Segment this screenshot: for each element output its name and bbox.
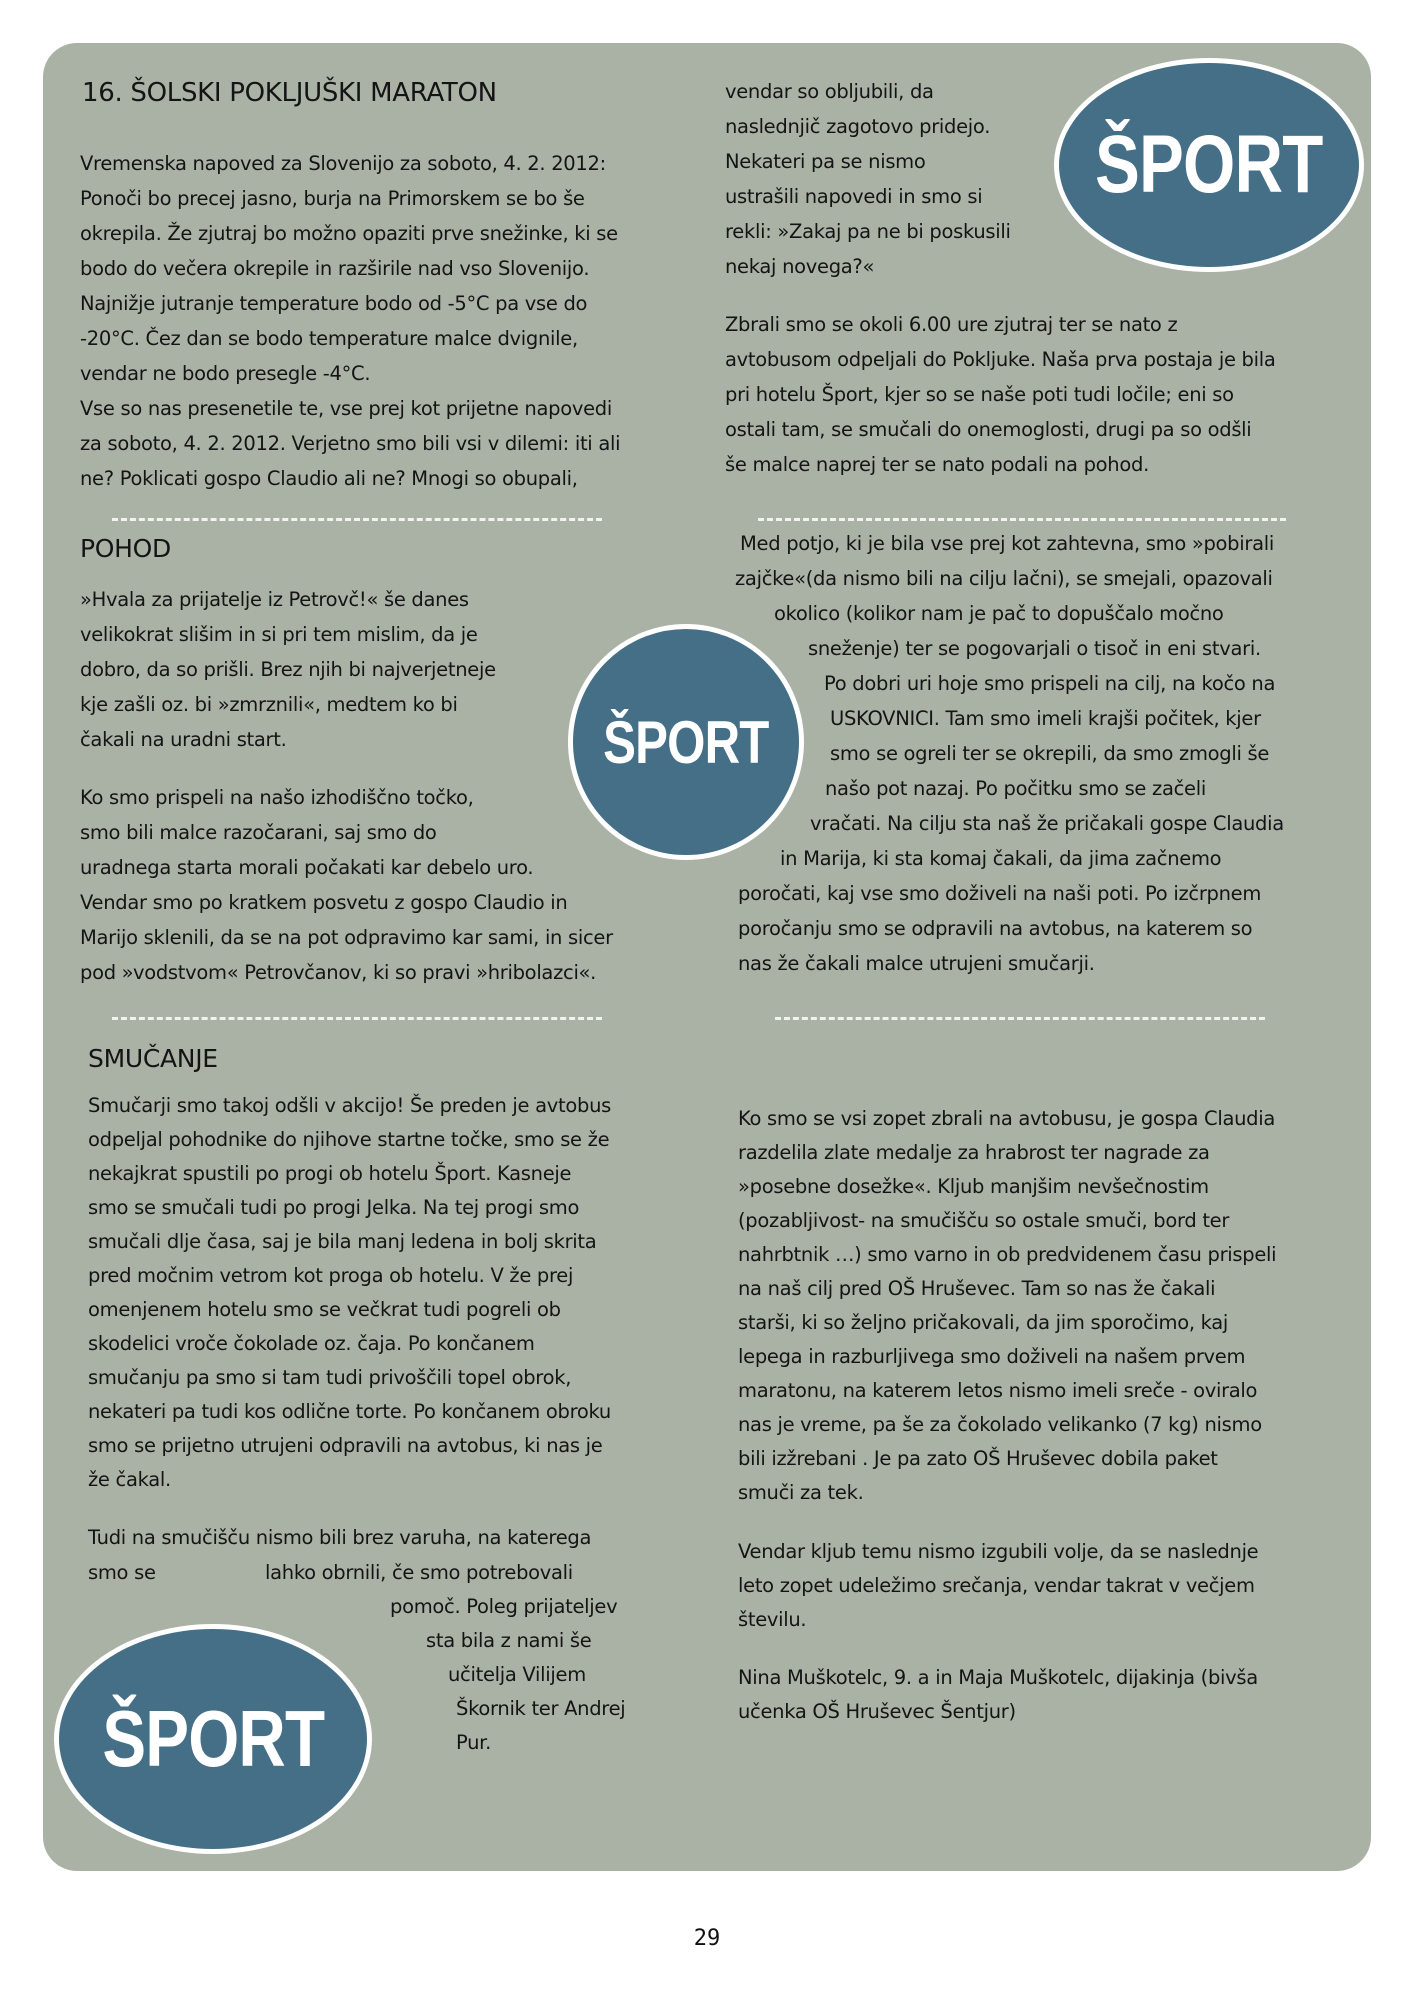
text-line: Zbrali smo se okoli 6.00 ure zjutraj ter se nato z [725, 313, 1178, 336]
dashed-divider [112, 1017, 602, 1020]
text-line: dobro, da so prišli. Brez njih bi najverjetneje [80, 658, 496, 681]
text-line: Nekateri pa se nismo [725, 150, 926, 173]
text-line: velikokrat slišim in si pri tem mislim, da je [80, 623, 478, 646]
text-line: Med potjo, ki je bila vse prej kot zahtevna, smo »pobirali [740, 532, 1274, 555]
text-line: rekli: »Zakaj pa ne bi poskusili [725, 220, 1011, 243]
text-line: Vremenska napoved za Slovenijo za soboto, 4. 2. 2012: [80, 152, 606, 175]
text-line: odpeljal pohodnike do njihove startne točke, smo se že [88, 1128, 610, 1151]
text-line: omenjenem hotelu smo se večkrat tudi pogreli ob [88, 1298, 561, 1321]
text-line: Nina Muškotelc, 9. a in Maja Muškotelc, dijakinja (bivša [738, 1666, 1258, 1689]
text-line: ustrašili napovedi in smo si [725, 185, 983, 208]
badge-label: ŠPORT [603, 708, 769, 776]
text-line: ne? Poklicati gospo Claudio ali ne? Mnogi so obupali, [80, 467, 578, 490]
text-line: Po dobri uri hoje smo prispeli na cilj, na kočo na [824, 672, 1276, 695]
text-line: maratonu, na katerem letos nismo imeli sreče - oviralo [738, 1379, 1258, 1402]
text-line: bili izžrebani . Je pa zato OŠ Hruševec dobila paket [738, 1447, 1218, 1470]
text-line: bodo do večera okrepile in razširile nad vso Slovenijo. [80, 257, 590, 280]
text-line: nas je vreme, pa še za čokolado velikanko (7 kg) nismo [738, 1413, 1262, 1436]
text-line: smo se smučali tudi po progi Jelka. Na tej progi smo [88, 1196, 580, 1219]
text-line: smuči za tek. [738, 1481, 864, 1504]
text-line: Škornik ter Andrej [456, 1697, 626, 1720]
text-line: okrepila. Že zjutraj bo možno opaziti prve snežinke, ki se [80, 222, 618, 245]
text-line: Ponoči bo precej jasno, burja na Primorskem se bo še [80, 187, 585, 210]
sport-badge-bottom-left [54, 1624, 372, 1854]
text-line: že čakal. [88, 1468, 171, 1491]
badge-label: ŠPORT [102, 1694, 324, 1783]
text-line: in Marija, ki sta komaj čakali, da jima začnemo [780, 847, 1222, 870]
text-line: poročanju smo se odpravili na avtobus, na katerem so [738, 917, 1253, 940]
text-line: Ko smo prispeli na našo izhodiščno točko, [80, 786, 474, 809]
text-line: nahrbtnik …) smo varno in ob predvidenem času prispeli [738, 1243, 1277, 1266]
text-line: sta bila z nami še [426, 1629, 592, 1652]
text-line: starši, ki so željno pričakovali, da jim sporočimo, kaj [738, 1311, 1229, 1334]
text-line: za soboto, 4. 2. 2012. Verjetno smo bili vsi v dilemi: iti ali [80, 432, 621, 455]
text-line: skodelici vroče čokolade oz. čaja. Po končanem [88, 1332, 535, 1355]
text-line: vendar ne bodo presegle -4°C. [80, 362, 371, 385]
dashed-divider [775, 1017, 1265, 1020]
text-line: (pozabljivost- na smučišču so ostale smuči, bord ter [738, 1209, 1230, 1232]
text-line: -20°C. Čez dan se bodo temperature malce dvignile, [80, 327, 578, 350]
text-line: Tudi na smučišču nismo bili brez varuha, na katerega [88, 1526, 592, 1549]
text-line: smo se prijetno utrujeni odpravili na avtobus, ki nas je [88, 1434, 603, 1457]
text-line: še malce naprej ter se nato podali na pohod. [725, 453, 1149, 476]
text-line: nekateri pa tudi kos odlične torte. Po končanem obroku [88, 1400, 611, 1423]
text-line: smučali dlje časa, saj je bila manj ledena in bolj skrita [88, 1230, 597, 1253]
text-line: »Hvala za prijatelje iz Petrovč!« še danes [80, 588, 469, 611]
article-title: 16. ŠOLSKI POKLJUŠKI MARATON [82, 78, 497, 108]
text-line: Ko smo se vsi zopet zbrali na avtobusu, je gospa Claudia [738, 1107, 1276, 1130]
text-line: smo bili malce razočarani, saj smo do [80, 821, 437, 844]
text-line: učitelja Vilijem [448, 1663, 586, 1686]
text-line: učenka OŠ Hruševec Šentjur) [738, 1700, 1016, 1723]
text-line: pri hotelu Šport, kjer so se naše poti tudi ločile; eni so [725, 383, 1234, 406]
text-line: smo se ogreli ter se okrepili, da smo zmogli še [830, 742, 1270, 765]
text-line: našo pot nazaj. Po počitku smo se začeli [825, 777, 1206, 800]
text-line: smučanju pa smo si tam tudi privoščili topel obrok, [88, 1366, 572, 1389]
text-line: lahko obrnili, če smo potrebovali [265, 1561, 573, 1584]
section-heading-smucanje: SMUČANJE [88, 1044, 218, 1073]
text-line: zajčke«(da nismo bili na cilju lačni), se smejali, opazovali [735, 567, 1273, 590]
text-line: nekaj novega?« [725, 255, 875, 278]
text-line: pod »vodstvom« Petrovčanov, ki so pravi »hribolazci«. [80, 961, 597, 984]
sport-badge-top-right [1054, 58, 1364, 272]
text-line: čakali na uradni start. [80, 728, 287, 751]
text-line: avtobusom odpeljali do Pokljuke. Naša prva postaja je bila [725, 348, 1276, 371]
text-line: lepega in razburljivega smo doživeli na našem prvem [738, 1345, 1246, 1368]
text-line: Vendar kljub temu nismo izgubili volje, da se naslednje [738, 1540, 1259, 1563]
dashed-divider [112, 518, 602, 521]
text-line: razdelila zlate medalje za hrabrost ter nagrade za [738, 1141, 1210, 1164]
text-line: poročati, kaj vse smo doživeli na naši poti. Po izčrpnem [738, 882, 1262, 905]
dashed-divider [758, 518, 1286, 521]
text-line: leto zopet udeležimo srečanja, vendar takrat v večjem [738, 1574, 1255, 1597]
text-line: nekajkrat spustili po progi ob hotelu Šport. Kasneje [88, 1162, 572, 1185]
text-line: ostali tam, se smučali do onemoglosti, drugi pa so odšli [725, 418, 1252, 441]
text-line: pomoč. Poleg prijateljev [390, 1595, 618, 1618]
text-line: uradnega starta morali počakati kar debelo uro. [80, 856, 534, 879]
text-line: okolico (kolikor nam je pač to dopuščalo močno [774, 602, 1224, 625]
text-line: kje zašli oz. bi »zmrznili«, medtem ko bi [80, 693, 458, 716]
text-line: Najnižje jutranje temperature bodo od -5°C pa vse do [80, 292, 588, 315]
text-line: »posebne dosežke«. Kljub manjšim nevšečnostim [738, 1175, 1209, 1198]
text-line: Marijo sklenili, da se na pot odpravimo kar sami, in sicer [80, 926, 613, 949]
sport-badge-middle [568, 624, 804, 860]
badge-label: ŠPORT [1095, 119, 1323, 210]
text-line: sneženje) ter se pogovarjali o tisoč in eni stvari. [808, 637, 1261, 660]
section-heading-pohod: POHOD [80, 534, 171, 563]
text-line: vendar so obljubili, da [725, 80, 934, 103]
text-line: smo se [88, 1561, 156, 1584]
text-line: na naš cilj pred OŠ Hruševec. Tam so nas že čakali [738, 1277, 1216, 1300]
text-line: Vendar smo po kratkem posvetu z gospo Claudio in [80, 891, 568, 914]
page-number: 29 [693, 1926, 721, 1951]
text-line: pred močnim vetrom kot proga ob hotelu. V že prej [88, 1264, 574, 1287]
text-line: USKOVNICI. Tam smo imeli krajši počitek, kjer [830, 707, 1261, 730]
text-line: nas že čakali malce utrujeni smučarji. [738, 952, 1095, 975]
text-line: Pur. [456, 1731, 492, 1754]
text-line: vračati. Na cilju sta naš že pričakali gospe Claudia [810, 812, 1284, 835]
text-line: naslednjič zagotovo pridejo. [725, 115, 991, 138]
text-line: Smučarji smo takoj odšli v akcijo! Še preden je avtobus [88, 1094, 612, 1117]
text-line: Vse so nas presenetile te, vse prej kot prijetne napovedi [80, 397, 612, 420]
text-line: številu. [738, 1608, 807, 1631]
